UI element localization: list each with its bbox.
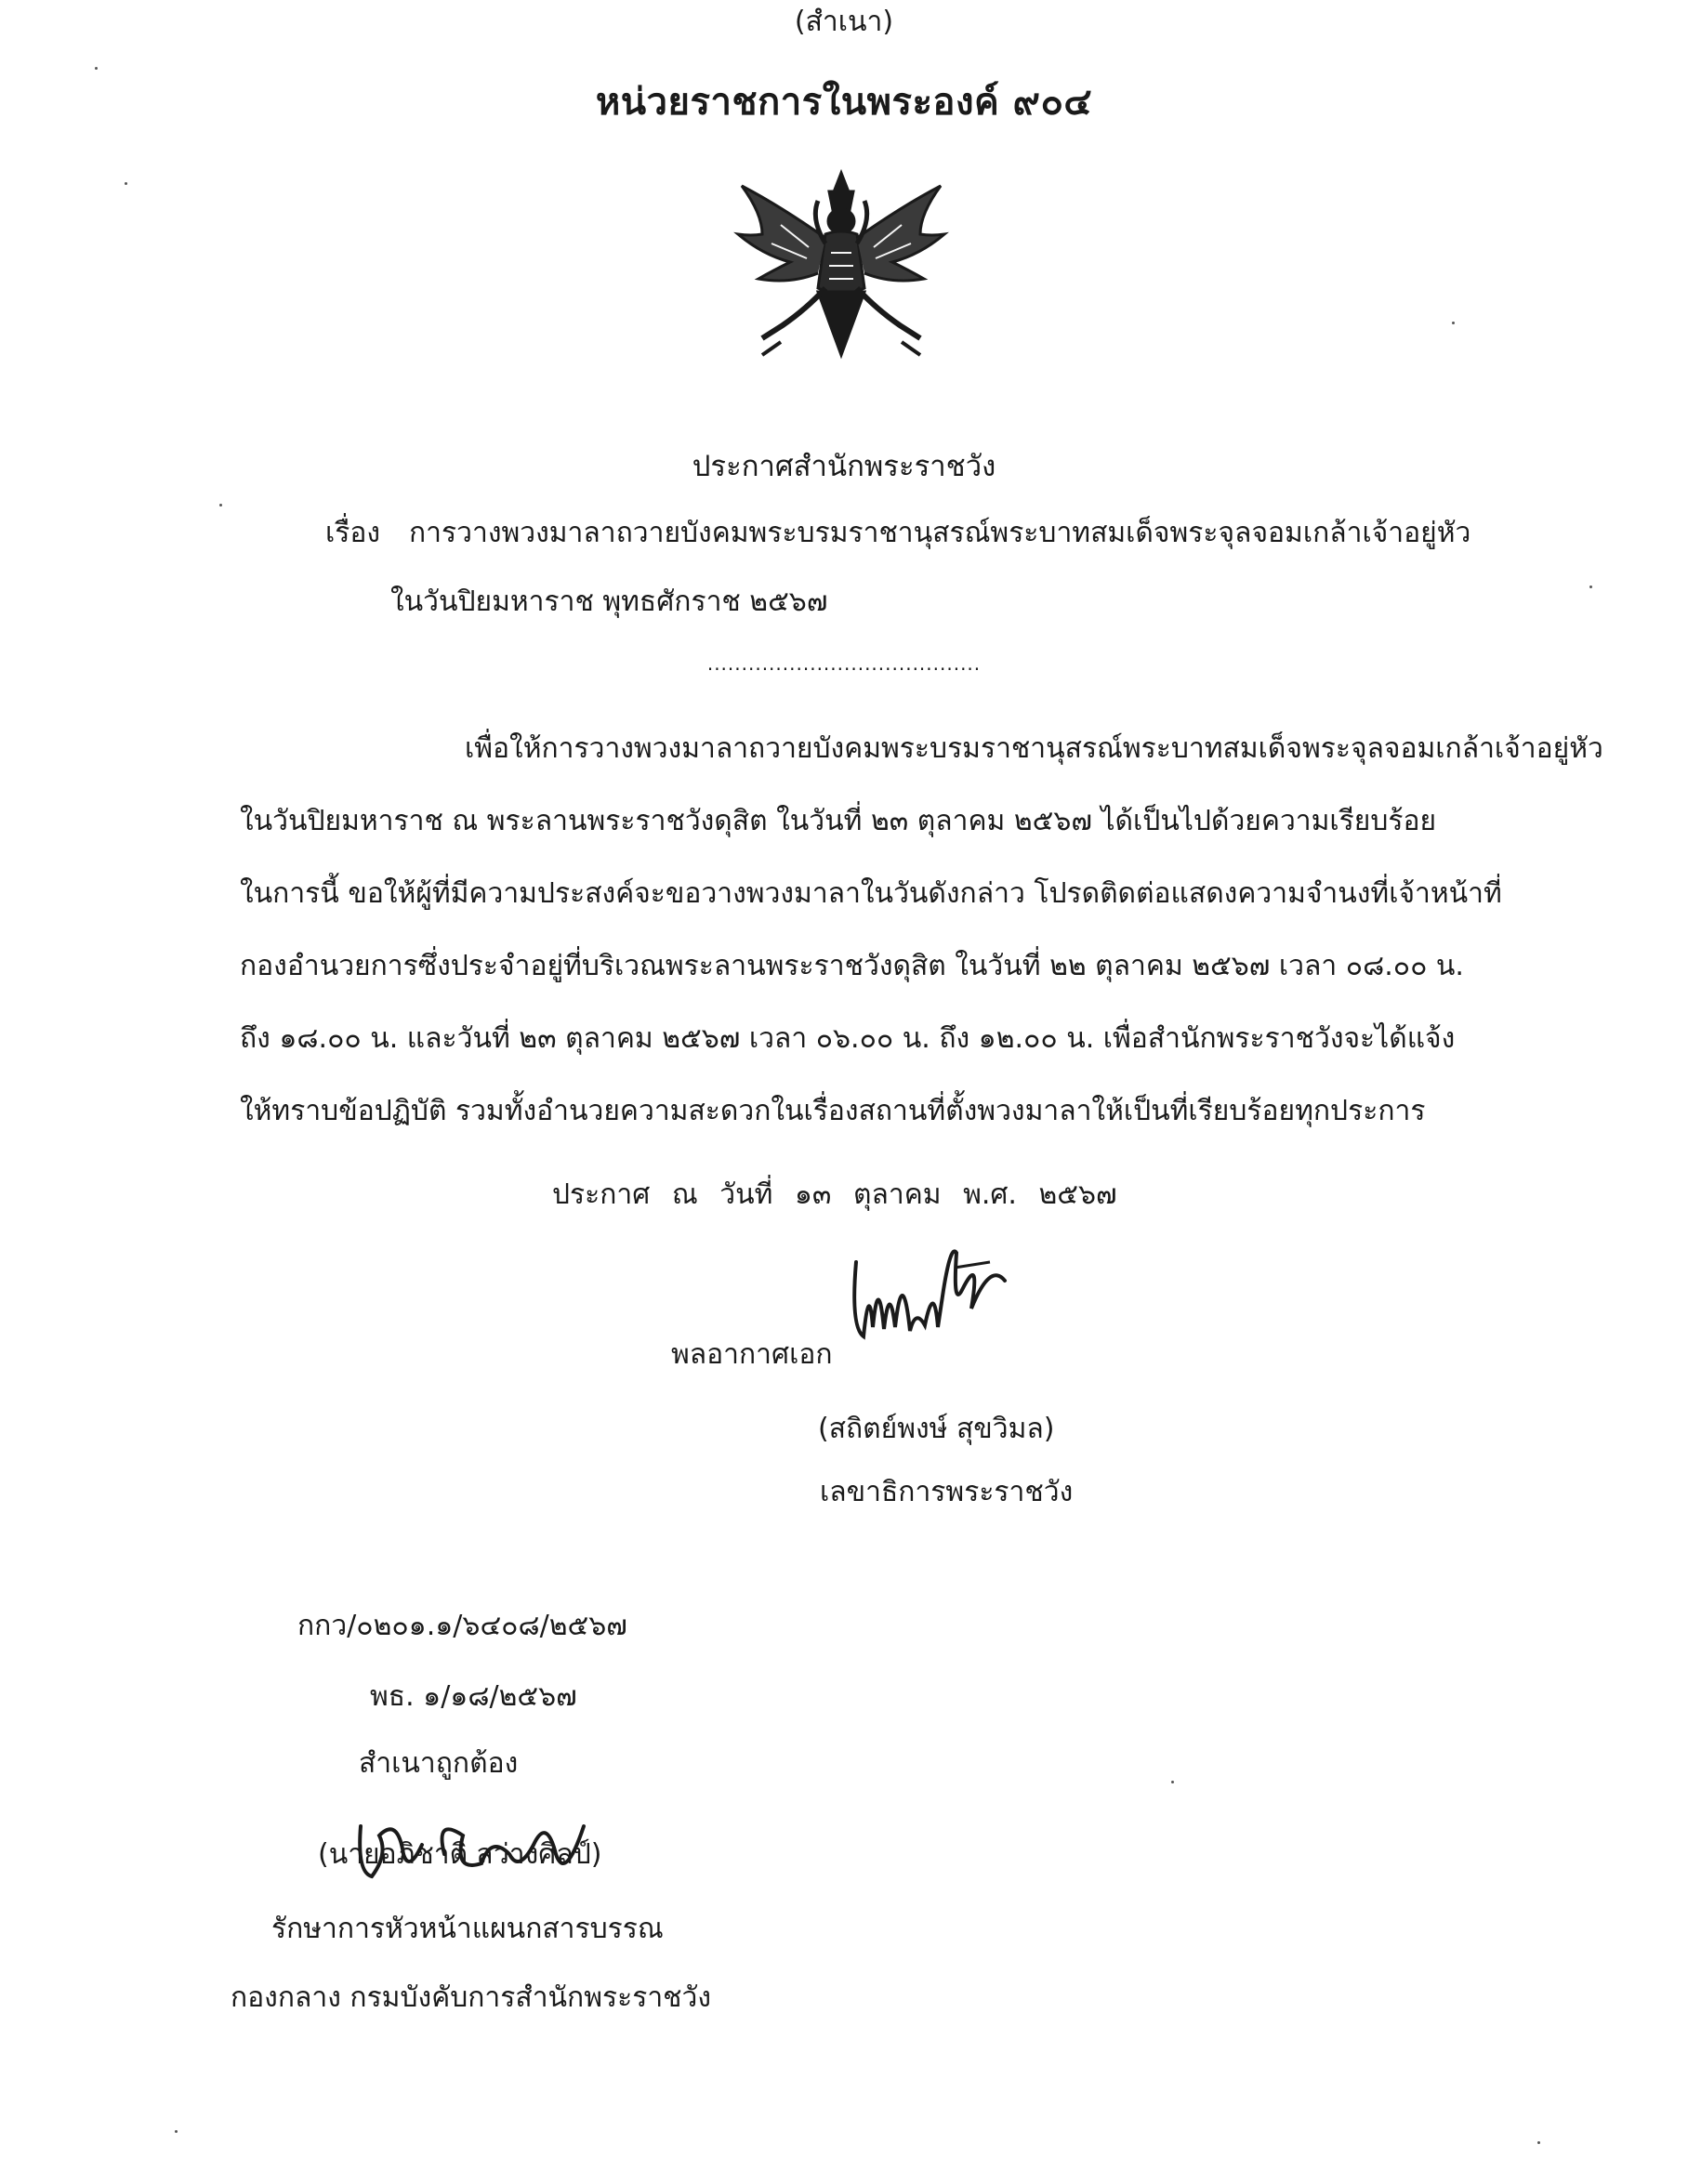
signatory-name: (สถิตย์พงษ์ สุขวิมล): [818, 1413, 1055, 1445]
scan-speck: [1537, 2141, 1540, 2144]
certifier-name: (นายอภิชาติ สว่างศิลป์): [318, 1838, 602, 1871]
signatory-rank: พลอากาศเอก: [671, 1338, 833, 1371]
scan-speck: [219, 504, 222, 507]
body-line: ถึง ๑๘.๐๐ น. และวันที่ ๒๓ ตุลาคม ๒๕๖๗ เวลา ๐๖.๐๐ น. ถึง ๑๒.๐๐ น. เพื่อสำนักพระราชวังจะได้แจ้ง: [240, 1022, 1456, 1055]
certifier-position-2: กองกลาง กรมบังคับการสำนักพระราชวัง: [231, 1981, 712, 2014]
copy-mark: (สำเนา): [794, 6, 894, 38]
subject-label: เรื่อง: [325, 517, 381, 549]
reference-number: กกว/๐๒๐๑.๑/๖๔๐๘/๒๕๖๗: [297, 1610, 627, 1642]
scan-speck: [125, 182, 127, 185]
certifier-position-1: รักษาการหัวหน้าแผนกสารบรรณ: [271, 1913, 664, 1945]
announcement-heading: ประกาศสำนักพระราชวัง: [692, 450, 996, 483]
subject-line-2: ในวันปิยมหาราช พุทธศักราช ๒๕๖๗: [390, 585, 828, 618]
body-line: ในการนี้ ขอให้ผู้ที่มีความประสงค์จะขอวางพวงมาลาในวันดังกล่าว โปรดติดต่อแสดงความจำนงที่เจ้าหน้าที่: [240, 877, 1502, 910]
separator-dots: ........................................: [706, 652, 982, 675]
scan-speck: [95, 67, 98, 70]
scan-speck: [1589, 585, 1592, 588]
unit-name: หน่วยราชการในพระองค์ ๙๐๔: [595, 81, 1093, 124]
garuda-emblem-icon: [725, 169, 957, 364]
certified-copy-label: สำเนาถูกต้อง: [359, 1747, 519, 1780]
subject-line-1: การวางพวงมาลาถวายบังคมพระบรมราชานุสรณ์พระบาทสมเด็จพระจุลจอมเกล้าเจ้าอยู่หัว: [409, 517, 1471, 549]
body-line: เพื่อให้การวางพวงมาลาถวายบังคมพระบรมราชานุสรณ์พระบาทสมเด็จพระจุลจอมเกล้าเจ้าอยู่หัว: [465, 732, 1603, 765]
signatory-position: เลขาธิการพระราชวัง: [820, 1476, 1074, 1508]
body-line: ให้ทราบข้อปฏิบัติ รวมทั้งอำนวยความสะดวกในเรื่องสถานที่ตั้งพวงมาลาให้เป็นที่เรียบร้อยทุกประการ: [240, 1095, 1426, 1127]
signatory-signature: [841, 1225, 1009, 1346]
body-line: กองอำนวยการซึ่งประจำอยู่ที่บริเวณพระลานพระราชวังดุสิต ในวันที่ ๒๒ ตุลาคม ๒๕๖๗ เวลา ๐๘.๐๐ น.: [240, 950, 1464, 982]
scan-speck: [1452, 322, 1455, 324]
scan-speck: [175, 2130, 178, 2133]
reference-secondary: พธ. ๑/๑๘/๒๕๖๗: [370, 1680, 577, 1713]
scan-speck: [1171, 1781, 1174, 1783]
announcement-date: ประกาศ ณ วันที่ ๑๓ ตุลาคม พ.ศ. ๒๕๖๗: [552, 1178, 1117, 1211]
body-line: ในวันปิยมหาราช ณ พระลานพระราชวังดุสิต ในวันที่ ๒๓ ตุลาคม ๒๕๖๗ ได้เป็นไปด้วยความเรียบร้อย: [240, 805, 1437, 837]
